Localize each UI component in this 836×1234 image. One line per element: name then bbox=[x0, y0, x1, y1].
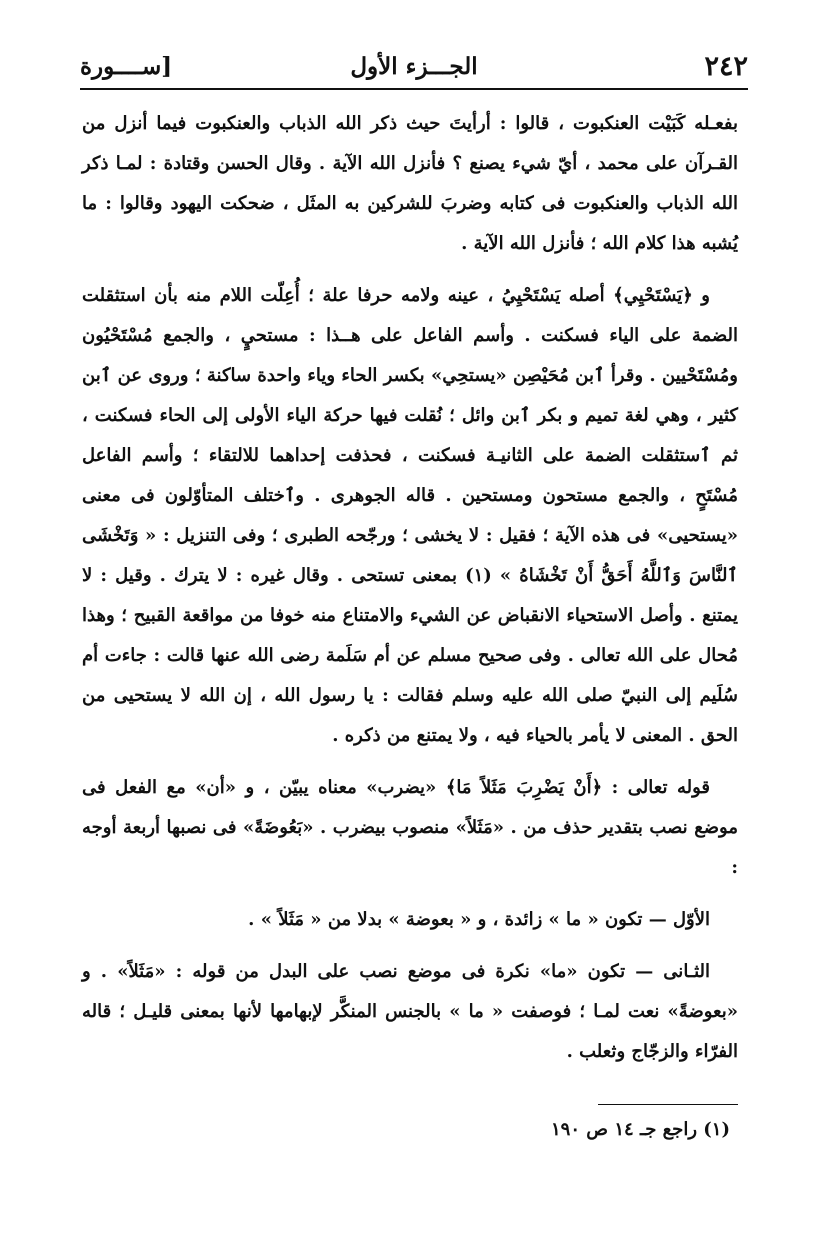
paragraph-5: الثـانى — تكون «ما» نكرة فى موضع نصب على البدل من قوله : «مَثَلاً» . و «بعوضةً» نعت لمـا ؛ فوصفت « ما » بالجنس المنكَّر لإبهامها لأنها بمعنى قليـل ؛ قاله الفرّاء والزجّاج وثعلب . bbox=[82, 961, 738, 1062]
footnote: (١) راجع جـ ١٤ ص ١٩٠ bbox=[551, 1119, 730, 1140]
running-head: الجـــزء الأول bbox=[350, 53, 478, 80]
paragraph-2: و ﴿يَسْتَحْيِي﴾ أصله يَسْتَحْيِيُ ، عينه ولامه حرفا علة ؛ أُعِلّت اللام منه بأن استثقلت الضمة على الياء فسكنت . وأسم الفاعل على هــذا : مستحيٍ ، والجمع مُسْتَحْيُون ومُسْتَحْيين . وقرأ ٱبن مُحَيْصِن «يستحِي» بكسر الحاء وياء واحدة ساكنة ؛ وروى عن ٱبن كثير ، وهي لغة تميم و بكر ٱبن وائل ؛ نُقلت فيها حركة الياء الأولى إلى الحاء فسكنت ، ثم ٱستثقلت الضمة على الثانيـة فسكنت ، فحذفت إحداهما للالتقاء ؛ وأسم الفاعل مُسْتَحٍ ، والجمع مستحون ومستحين . قاله الجوهرى . وٱختلف المتأوّلون فى معنى «يستحيى» فى هذه الآية ؛ فقيل : لا يخشى ؛ ورجّحه الطبرى ؛ وفى التنزيل : « وَتَخْشَى ٱلنَّاسَ وَٱللَّهُ أَحَقُّ أَنْ تَخْشَاهُ » (١) بمعنى تستحى . وقال غيره : لا يترك . وقيل : لا يمتنع . وأصل الاستحياء الانقباض عن الشيء والامتناع منه خوفا من مواقعة القبيح ؛ وهذا مُحال على الله تعالى . وفى صحيح مسلم عن أم سَلَمة رضى الله عنها قالت : جاءت أم سُلَيم إلى النبيّ صلى الله عليه وسلم فقالت : يا رسول الله ، إن الله لا يستحيى من الحق . المعنى لا يأمر بالحياء فيه ، ولا يمتنع من ذكره . bbox=[82, 285, 738, 746]
main-text bbox=[82, 104, 738, 1084]
page-number: ٢٤٢ bbox=[704, 51, 748, 82]
surah-tag: [ســــورة bbox=[80, 53, 173, 80]
paragraph-3: قوله تعالى : ﴿أَنْ يَضْرِبَ مَثَلاً مَا﴾ «يضرب» معناه يبيّن ، و «أن» مع الفعل فى موضع نصب بتقدير حذف من . «مَثَلاً» منصوب بيضرب . «بَعُوضَةً» فى نصبها أربعة أوجه : bbox=[82, 777, 738, 878]
paragraph-1: بفعـله كَبَيْت العنكبوت ، قالوا : أرأيتَ حيث ذكر الله الذباب والعنكبوت فيما أنزل من القـرآن على محمد ، أيّ شيء يصنع ؟ فأنزل الله الآية . وقال الحسن وقتادة : لمـا ذكر الله الذباب والعنكبوت فى كتابه وضربَ للشركين به المثَل ، ضحكت اليهود وقالوا : ما يُشبه هذا كلام الله ؛ فأنزل الله الآية . bbox=[82, 113, 738, 254]
footnote-divider bbox=[598, 1104, 738, 1105]
page-header bbox=[80, 48, 748, 90]
paragraph-4: الأوّل — تكون « ما » زائدة ، و « بعوضة » بدلا من « مَثَلاً » . bbox=[248, 909, 710, 930]
